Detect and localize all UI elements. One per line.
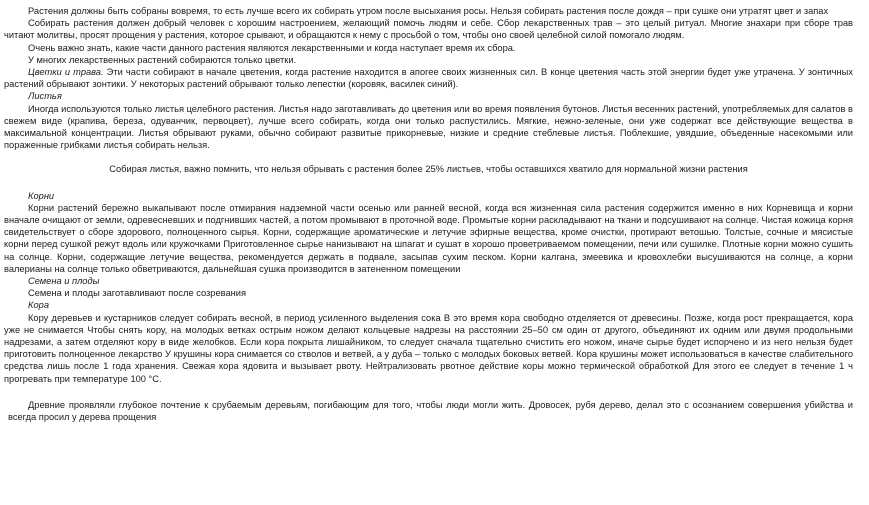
paragraph-bark: Кору деревьев и кустарников следует собирать весной, в период усиленного выделения сока В это время кора свободно отделяется от древесины. Позже, когда рост прекращается, кора уже не снимается Чтобы снять кору, на молодых ветках острым ножом делают кольцевые надрезы на расстоянии 25–50 см один от другого, объединяют их одним или двумя продольными надрезами, а затем отделяют кору в виде желобков. Если кора покрыта лишайником, то следует сначала тщательно счистить его ножом, иначе сырье будет испорчено и из него нельзя будет приготовить полноценное лекарство У крушины кора снимается со стволов и ветвей, а у дуба – только с молодых боковых ветвей. Кора крушины может использоваться в качестве слабительного средства лишь после 1 года хранения. Свежая кора ядовита и вызывает рвоту. Нейтрализовать рвотное действие коры можно термической обработкой Для этого ее следует в течение 1 ч прогревать при температуре 100 °С. <box>4 312 853 384</box>
paragraph-seeds: Семена и плоды заготавливают после созревания <box>28 288 247 299</box>
paragraph-flowers-only: У многих лекарственных растений собираются только цветки. <box>28 54 297 65</box>
paragraph-leaves: Иногда используются только листья целебного растения. Листья надо заготавливать до цветения или во время появления бутонов. Листья весенних растений, употребляемых для салатов в свежем виде (крапива, береза, одуванчик, первоцвет), лучше всего собирать, когда они только распустились. Мягкие, нежно-зеленые, они уже содержат все действующие вещества в максимальной концентрации. Листья обрывают руками, обычно собирают развитые прикорневые, низкие и средние стеблевые листья. Поблекшие, увядшие, объеденные насекомыми или пораженные грибками листья собирать нельзя. <box>4 103 853 151</box>
flowers-herbs-text: Эти части собирают в начале цветения, когда растение находится в апогее своих жизненных сил. В конце цветения часть этой энергии будет уже утрачена. У зонтичных растений обрывают зонтики. У некоторых растений обрывают только лепестки (коровяк, василек синий). <box>4 67 853 90</box>
paragraph-ancient-respect <box>4 399 853 423</box>
flowers-herbs-heading: Цветки и трава. <box>28 67 104 78</box>
paragraph-collector-ritual: Собирать растения должен добрый человек с хорошим настроением, желающий помочь людям и себе. Сбор лекарственных трав – это целый ритуал. Многие знахари при сборе трав читают молитвы, просят прощения у растения, которое срывают, и обращаются к нему с просьбой о том, чтобы оно своей целебной силой помогало людям. <box>4 18 853 41</box>
paragraph-medicinal-parts: Очень важно знать, какие части данного растения являются лекарственными и когда наступает время их сбора. <box>28 42 516 53</box>
roots-heading: Корни <box>28 190 55 201</box>
document-body <box>4 5 853 423</box>
leaves-heading: Листья <box>28 91 62 102</box>
paragraph-roots: Корни растений бережно выкапывают после отмирания надземной части осенью или ранней весной, когда вся жизненная сила растения содержится именно в них Корневища и корни вначале очищают от земли, одревесневших и подгнивших частей, а потом промывают в проточной воде. Промытые корни раскладывают на ткани и подсушивают на солнце. Чистая кожица корня свидетельствует о сборе здорового, полноценного сырья. Корни, содержащие ароматические и летучие эфирные вещества, кроме очистки, протирают ветошью. Толстые, сочные и мясистые корни перед сушкой режут вдоль или кружочками Приготовленное сырье нанизывают на шпагат и сушат в хорошо проветриваемом помещении, печи или сушилке. Плотные корни можно сушить на солнце. Корни, содержащие летучие вещества, рекомендуется держать в подвале, засыпав сухим песком. Корни калгана, змеевика и кровохлебки высушиваются на солнце, а корни валерианы на солнце только обветриваются, дальнейшая сушка производится в затененном помещении <box>4 202 853 274</box>
paragraph-harvest-timing: Растения должны быть собраны вовремя, то есть лучше всего их собирать утром после высыхания росы. Нельзя собирать растения после дождя – при сушке они утратят цвет и запах <box>28 6 829 16</box>
ancient-respect-text: Древние проявляли глубокое почтение к срубаемым деревьям, погибающим для того, чтобы люди могли жить. Дровосек, рубя дерево, делал это с осознанием совершения убийства и всегда просил у дерева прощения <box>8 399 853 423</box>
bark-heading: Кора <box>28 300 49 311</box>
paragraph-flowers-herbs <box>4 66 853 90</box>
seeds-heading: Семена и плоды <box>28 276 100 287</box>
leaves-note: Собирая листья, важно помнить, что нельзя обрывать с растения более 25% листьев, чтобы оставшихся хватило для нормальной жизни растения <box>109 164 748 175</box>
